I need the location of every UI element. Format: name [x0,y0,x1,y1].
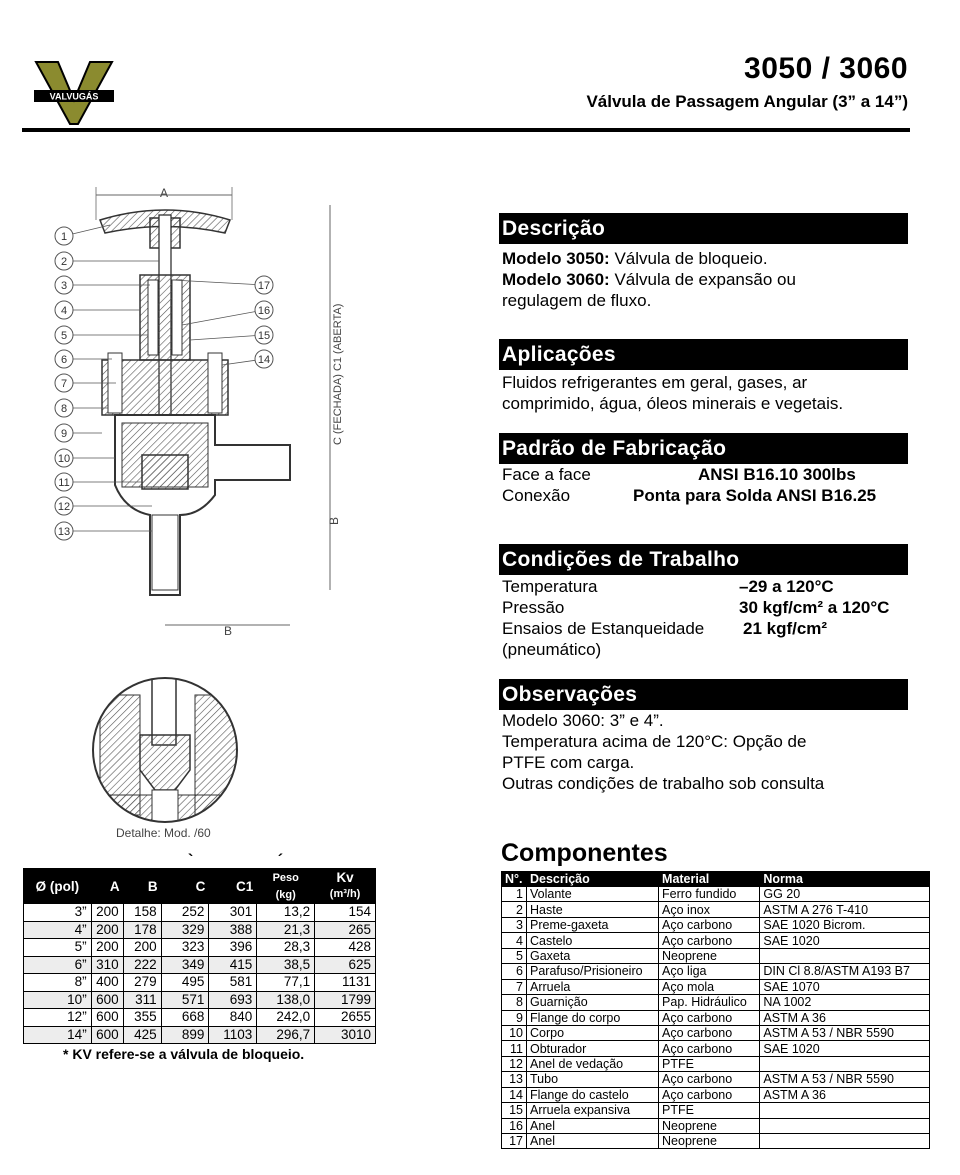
component-row [502,948,930,963]
dim-peso: 242,0 [257,1009,315,1027]
col-numero: N°. [502,872,527,887]
dim-b: 200 [123,939,161,957]
component-material: Aço carbono [659,1025,760,1040]
callout-leader [190,335,264,340]
dim-peso: 13,2 [257,904,315,922]
component-description: Gaxeta [527,948,659,963]
col-a: A [91,869,123,904]
valve-cross-section-drawing [40,175,410,645]
conexao-label: Conexão [502,486,571,505]
component-norm: ASTM A 53 / NBR 5590 [760,1072,930,1087]
component-description: Flange do corpo [527,1010,659,1025]
conexao-value: Ponta para Solda ANSI B16.25 [633,486,877,505]
component-row [502,1134,930,1149]
component-number: 11 [502,1041,527,1056]
dim-c: 899 [161,1026,209,1044]
dim-b-bottom-label: B [223,624,233,638]
component-norm: SAE 1020 [760,1041,930,1056]
component-description: Anel [527,1118,659,1133]
col-norma: Norma [760,872,930,887]
component-number: 8 [502,995,527,1010]
component-material: Aço carbono [659,1087,760,1102]
kv-label: Kv [336,870,354,885]
dim-b: 311 [123,991,161,1009]
temperatura-value: –29 a 120°C [739,577,834,596]
component-description: Anel de vedação [527,1056,659,1071]
component-norm: ASTM A 36 [760,1087,930,1102]
peso-unit: (kg) [275,889,296,901]
component-description: Arruela expansiva [527,1103,659,1118]
aplicacoes-line-2: comprimido, água, óleos minerais e vegetais. [502,394,844,413]
padrao-heading: Padrão de Fabricação [499,433,908,464]
component-number: 13 [502,1072,527,1087]
title-block [586,52,908,112]
ensaio-label: Ensaios de Estanqueidade [502,619,705,638]
component-number: 10 [502,1025,527,1040]
component-number: 6 [502,964,527,979]
component-material: Neoprene [659,1134,760,1149]
component-material: Aço carbono [659,917,760,932]
dimension-row [24,974,376,992]
dimensions-note: * KV refere-se a válvula de bloqueio. [63,1046,305,1062]
logo-text: VALVUGÁS [49,91,99,102]
component-description: Castelo [527,933,659,948]
component-row [502,933,930,948]
face-label: Face a face [502,465,591,484]
dimension-row [24,921,376,939]
dimension-row [24,1026,376,1044]
callout-number: 16 [257,305,271,317]
col-material: Material [659,872,760,887]
component-norm [760,1056,930,1071]
section-descricao [499,213,908,311]
component-material: Aço carbono [659,1041,760,1056]
dim-peso: 77,1 [257,974,315,992]
component-row [502,1056,930,1071]
dim-a: 600 [91,1009,123,1027]
detail-drawing [90,675,250,850]
dimensions-table [23,868,376,1044]
ensaio-value: 21 kgf/cm² [743,619,828,638]
col-descricao: Descrição [527,872,659,887]
callout-number: 9 [60,428,68,440]
aplicacoes-line-1: Fluidos refrigerantes em geral, gases, ar [502,373,808,392]
callout-number: 13 [57,526,71,538]
component-material: Aço liga [659,964,760,979]
col-c1: C1 [209,869,257,904]
dimensions-header-row [24,869,376,904]
component-material: Ferro fundido [659,887,760,902]
pressao-label: Pressão [502,598,565,617]
componentes-header-row [502,872,930,887]
component-description: Flange do castelo [527,1087,659,1102]
component-norm: ASTM A 53 / NBR 5590 [760,1025,930,1040]
model-3050-label: Modelo 3050: [502,249,610,268]
callout-number: 5 [60,330,68,342]
section-observacoes [499,679,908,794]
dim-c1: 396 [209,939,257,957]
component-row [502,995,930,1010]
dim-c1: 388 [209,921,257,939]
dim-b: 425 [123,1026,161,1044]
callout-number: 8 [60,403,68,415]
dim-a: 600 [91,991,123,1009]
face-value: ANSI B16.10 300lbs [698,465,856,484]
callout-number: 15 [257,330,271,342]
component-row [502,1103,930,1118]
col-kv [315,869,376,904]
observacoes-line-3: PTFE com carga. [502,753,635,772]
dim-peso: 138,0 [257,991,315,1009]
callout-number: 10 [57,453,71,465]
component-material: Pap. Hidráulico [659,995,760,1010]
dim-b: 355 [123,1009,161,1027]
model-subtitle: Válvula de Passagem Angular (3” a 14”) [586,92,908,111]
callout-number: 11 [58,477,70,489]
model-3060-text: Válvula de expansão ou [614,270,796,289]
dim-a: 200 [91,939,123,957]
dim-c: 329 [161,921,209,939]
aplicacoes-body [499,372,908,414]
dim-c1: 415 [209,956,257,974]
dim-c: 495 [161,974,209,992]
component-row [502,964,930,979]
component-description: Obturador [527,1041,659,1056]
component-row [502,1087,930,1102]
observacoes-line-4: Outras condições de trabalho sob consulta [502,774,825,793]
component-norm: GG 20 [760,887,930,902]
col-peso [257,869,315,904]
component-description: Anel [527,1134,659,1149]
component-row [502,1118,930,1133]
dimension-row [24,904,376,922]
dim-a: 310 [91,956,123,974]
callout-number: 7 [60,378,68,390]
component-number: 17 [502,1134,527,1149]
component-number: 1 [502,887,527,902]
dim-kv: 3010 [315,1026,376,1044]
component-row [502,887,930,902]
component-number: 9 [502,1010,527,1025]
component-material: Aço mola [659,979,760,994]
component-material: Neoprene [659,948,760,963]
callout-number: 4 [60,305,68,317]
componentes-title: Componentes [501,839,668,867]
callout-number: 3 [60,280,68,292]
section-aplicacoes [499,339,908,414]
dim-c1: 301 [209,904,257,922]
dimension-row [24,991,376,1009]
component-number: 3 [502,917,527,932]
component-row [502,1072,930,1087]
dim-peso: 28,3 [257,939,315,957]
component-row [502,1041,930,1056]
component-number: 4 [502,933,527,948]
component-norm: ASTM A 276 T-410 [760,902,930,917]
component-description: Arruela [527,979,659,994]
dim-diameter: 3” [24,904,92,922]
component-material: PTFE [659,1056,760,1071]
component-norm: SAE 1020 [760,933,930,948]
dim-kv: 1131 [315,974,376,992]
component-material: Aço carbono [659,1072,760,1087]
dim-c: 349 [161,956,209,974]
condicoes-heading: Condições de Trabalho [499,544,908,575]
dim-diameter: 14” [24,1026,92,1044]
col-b: B [123,869,161,904]
dimension-row [24,1009,376,1027]
component-number: 12 [502,1056,527,1071]
model-3050-text: Válvula de bloqueio. [614,249,768,268]
dim-c: 323 [161,939,209,957]
component-row [502,902,930,917]
callout-number: 14 [257,354,271,366]
component-norm: SAE 1020 Bicrom. [760,917,930,932]
dim-c-label: C (FECHADA) C1 (ABERTA) [332,303,344,445]
component-row [502,1010,930,1025]
col-c: C [161,869,209,904]
component-norm [760,1134,930,1149]
observacoes-heading: Observações [499,679,908,710]
component-number: 5 [502,948,527,963]
model-3060-text-cont: regulagem de fluxo. [502,291,652,310]
component-norm: NA 1002 [760,995,930,1010]
descricao-body [499,248,908,311]
temperatura-label: Temperatura [502,577,598,596]
component-row [502,917,930,932]
dim-c: 571 [161,991,209,1009]
component-row [502,979,930,994]
component-number: 2 [502,902,527,917]
valvugas-logo [34,60,114,126]
componentes-table [501,871,930,1149]
dim-a: 200 [91,904,123,922]
component-description: Guarnição [527,995,659,1010]
dim-diameter: 6” [24,956,92,974]
dim-kv: 2655 [315,1009,376,1027]
dim-a: 400 [91,974,123,992]
dim-kv: 428 [315,939,376,957]
component-number: 16 [502,1118,527,1133]
dim-c1: 581 [209,974,257,992]
component-material: Aço carbono [659,1010,760,1025]
dimension-row [24,956,376,974]
dim-b-side-label: B [327,516,341,525]
observacoes-line-2: Temperatura acima de 120°C: Opção de [502,732,807,751]
dim-kv: 625 [315,956,376,974]
component-description: Parafuso/Prisioneiro [527,964,659,979]
component-number: 14 [502,1087,527,1102]
dim-a: 600 [91,1026,123,1044]
dim-kv: 265 [315,921,376,939]
dim-diameter: 10” [24,991,92,1009]
dim-b: 222 [123,956,161,974]
component-description: Volante [527,887,659,902]
dim-diameter: 4” [24,921,92,939]
aplicacoes-heading: Aplicações [499,339,908,370]
callout-number: 2 [60,256,68,268]
component-norm: ASTM A 36 [760,1010,930,1025]
component-material: Aço carbono [659,933,760,948]
dim-peso: 21,3 [257,921,315,939]
model-title: 3050 / 3060 [744,52,908,85]
dim-c1: 1103 [209,1026,257,1044]
dim-kv: 154 [315,904,376,922]
observacoes-line-1: Modelo 3060: 3” e 4”. [502,711,664,730]
ensaio-note: (pneumático) [502,640,602,659]
kv-unit: (m³/h) [329,888,361,900]
dim-c: 668 [161,1009,209,1027]
dim-c1: 693 [209,991,257,1009]
dim-peso: 296,7 [257,1026,315,1044]
component-description: Preme-gaxeta [527,917,659,932]
detail-caption: Detalhe: Mod. /60 [116,826,211,840]
dim-diameter: 8” [24,974,92,992]
dim-diameter: 5” [24,939,92,957]
component-description: Tubo [527,1072,659,1087]
model-3060-label: Modelo 3060: [502,270,610,289]
descricao-heading: Descrição [499,213,908,244]
callout-leader [182,310,264,325]
component-material: PTFE [659,1103,760,1118]
component-norm [760,948,930,963]
section-padrao [499,433,908,506]
component-material: Aço inox [659,902,760,917]
padrao-body [499,464,908,506]
pressao-value: 30 kgf/cm² a 120°C [739,598,890,617]
condicoes-body [499,576,908,660]
col-diametro: Ø (pol) [24,869,92,904]
component-norm [760,1103,930,1118]
section-condicoes [499,544,908,660]
component-norm: DIN Cl 8.8/ASTM A193 B7 [760,964,930,979]
component-norm [760,1118,930,1133]
header-rule [22,128,910,132]
callout-number: 17 [257,280,271,292]
observacoes-body [499,710,908,794]
dim-diameter: 12” [24,1009,92,1027]
dim-peso: 38,5 [257,956,315,974]
component-number: 15 [502,1103,527,1118]
dim-a: 200 [91,921,123,939]
component-number: 7 [502,979,527,994]
dimension-row [24,939,376,957]
dim-b: 279 [123,974,161,992]
dim-c1: 840 [209,1009,257,1027]
accent-marks: ` ´ [188,852,324,869]
component-description: Haste [527,902,659,917]
component-description: Corpo [527,1025,659,1040]
dim-b: 178 [123,921,161,939]
dim-a-label: A [159,186,169,200]
dim-kv: 1799 [315,991,376,1009]
callout-number: 6 [60,354,68,366]
callout-number: 12 [57,501,71,513]
component-material: Neoprene [659,1118,760,1133]
callout-number: 1 [60,231,68,243]
peso-label: Peso [272,872,299,884]
component-row [502,1025,930,1040]
dim-b: 158 [123,904,161,922]
component-norm: SAE 1070 [760,979,930,994]
dim-c: 252 [161,904,209,922]
